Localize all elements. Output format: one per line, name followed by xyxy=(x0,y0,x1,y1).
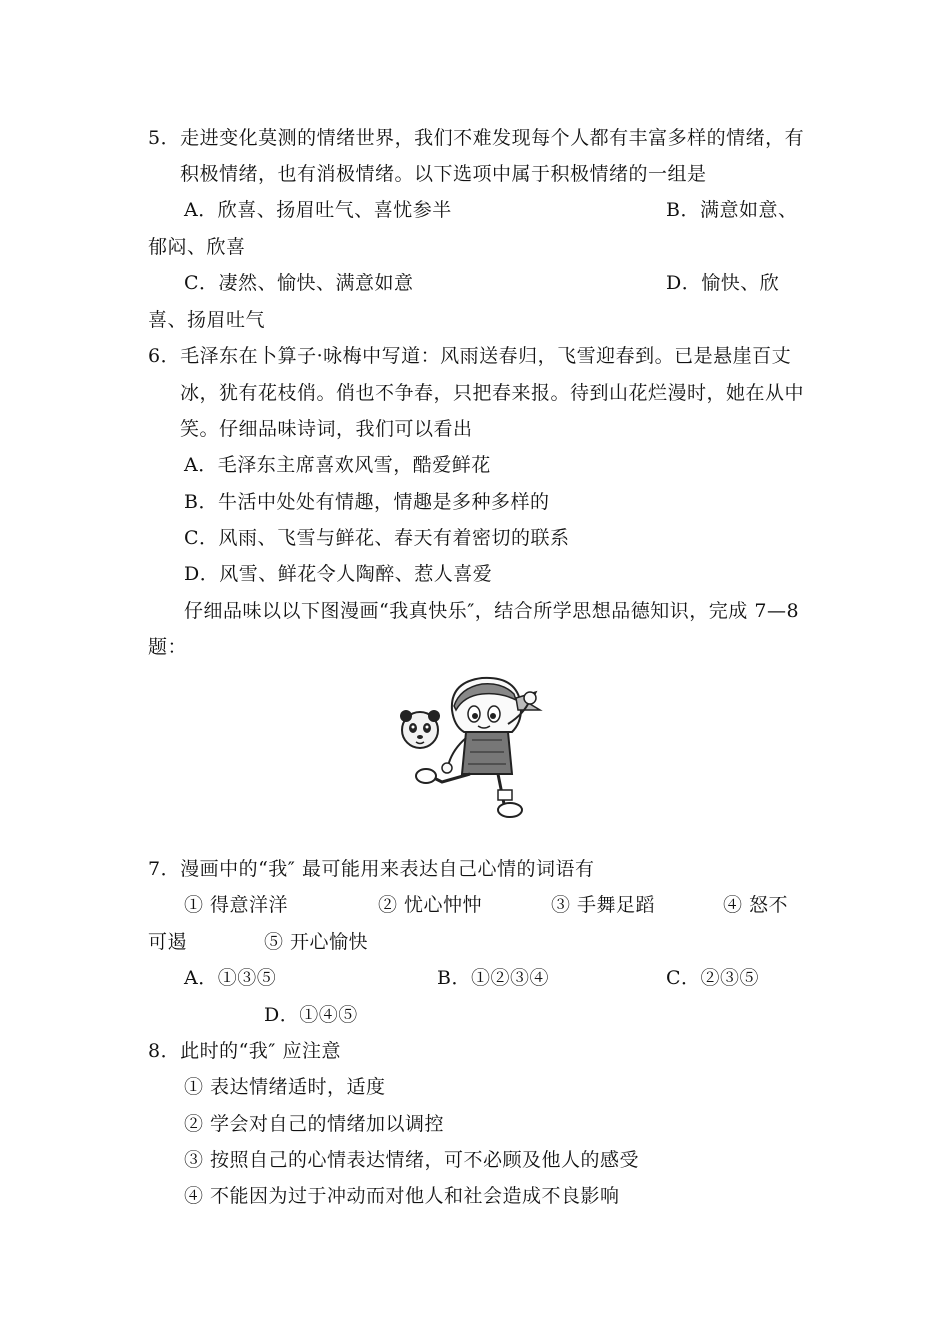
q5-option-c: C．凄然、愉快、满意如意 xyxy=(184,272,414,294)
q6-option-b: B．牛活中处处有情趣，情趣是多种多样的 xyxy=(184,491,550,513)
cartoon-boy-illustration xyxy=(390,670,560,830)
q6-stem-line2: 冰，犹有花枝俏。俏也不争春，只把春来报。待到山花烂漫时，她在从中 xyxy=(180,382,805,404)
q5-option-d-continued: 喜、扬眉吐气 xyxy=(148,309,266,331)
q7-choice-4: ④ 怒不 xyxy=(723,894,789,916)
intro-line2: 题： xyxy=(148,636,188,658)
q5-stem-line1: 5．走进变化莫测的情绪世界，我们不难发现每个人都有丰富多样的情绪，有 xyxy=(148,127,805,149)
intro-line1: 仔细品味以以下图漫画“我真快乐″，结合所学思想品德知识，完成 7—8 xyxy=(184,600,800,622)
q6-option-c: C．风雨、飞雪与鲜花、春天有着密切的联系 xyxy=(184,527,570,549)
q7-choice-5: ⑤ 开心愉快 xyxy=(264,931,369,953)
q6-option-a: A．毛泽东主席喜欢风雪，酷爱鲜花 xyxy=(184,454,491,476)
q7-option-a: A．①③⑤ xyxy=(184,967,277,989)
q5-option-b: B．满意如意、 xyxy=(666,199,798,221)
q7-option-d: D．①④⑤ xyxy=(264,1004,358,1026)
q6-stem-line1: 6．毛泽东在卜算子·咏梅中写道：风雨送春归，飞雪迎春到。已是悬崖百丈 xyxy=(148,345,792,367)
q6-stem-line3: 笑。仔细品味诗词，我们可以看出 xyxy=(180,418,473,440)
q6-option-d: D．风雪、鲜花令人陶醉、惹人喜爱 xyxy=(184,563,493,585)
q7-choice-2: ② 忧心忡忡 xyxy=(378,894,483,916)
q7-stem: 7．漫画中的“我″ 最可能用来表达自己心情的词语有 xyxy=(148,858,595,880)
boy-figure xyxy=(416,678,540,817)
q7-choice-1: ① 得意洋洋 xyxy=(184,894,289,916)
q7-option-c: C．②③⑤ xyxy=(666,967,760,989)
q5-option-d: D．愉快、欣 xyxy=(666,272,780,294)
q8-choice-2: ② 学会对自己的情绪加以调控 xyxy=(184,1113,445,1135)
q7-choice-4-continued: 可遏 xyxy=(148,931,188,953)
panda-ball xyxy=(400,710,440,748)
q5-option-b-continued: 郁闷、欣喜 xyxy=(148,236,246,258)
q8-choice-3: ③ 按照自己的心情表达情绪，可不必顾及他人的感受 xyxy=(184,1149,640,1171)
q8-stem: 8．此时的“我″ 应注意 xyxy=(148,1040,341,1062)
q7-option-b: B．①②③④ xyxy=(437,967,549,989)
q8-choice-1: ① 表达情绪适时，适度 xyxy=(184,1076,386,1098)
q5-option-a: A．欣喜、扬眉吐气、喜忧参半 xyxy=(184,199,452,221)
q5-stem-line2: 积极情绪，也有消极情绪。以下选项中属于积极情绪的一组是 xyxy=(180,163,707,185)
q8-choice-4: ④ 不能因为过于冲动而对他人和社会造成不良影响 xyxy=(184,1185,620,1207)
q7-choice-3: ③ 手舞足蹈 xyxy=(551,894,656,916)
